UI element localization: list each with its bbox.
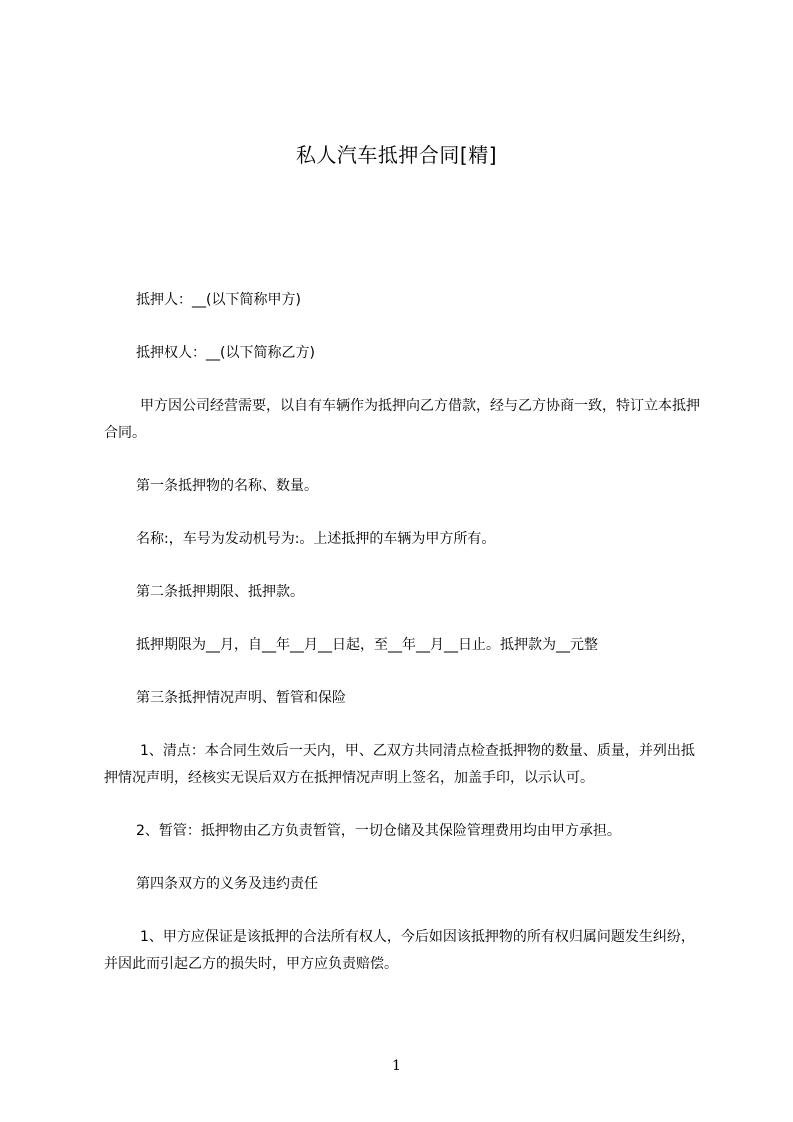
paragraph-term-and-amount: 抵押期限为__月，自__年__月__日起，至__年__月__日止。抵押款为__元整	[136, 637, 598, 653]
article-2-heading: 第二条抵押期限、抵押款。	[136, 584, 304, 600]
paragraph-collateral-name: 名称:，车号为发动机号为:。上述抵押的车辆为甲方所有。	[136, 531, 496, 547]
document-body	[104, 287, 702, 1004]
paragraph-inventory-check: 1、清点：本合同生效后一天内，甲、乙双方共同清点检查抵押物的数量、质量，并列出抵押情况声明，经核实无误后双方在抵押情况声明上签名，加盖手印，以示认可。	[104, 743, 695, 786]
article-4-heading: 第四条双方的义务及违约责任	[136, 876, 318, 892]
page-number: 1	[392, 1058, 401, 1074]
article-1-heading: 第一条抵押物的名称、数量。	[136, 478, 318, 494]
paragraph-preamble: 甲方因公司经营需要，以自有车辆作为抵押向乙方借款，经与乙方协商一致，特订立本抵押合同。	[104, 398, 700, 441]
paragraph-custody: 2、暂管：抵押物由乙方负责暂管，一切仓储及其保险管理费用均由甲方承担。	[136, 823, 621, 839]
paragraph-ownership-warranty: 1、甲方应保证是该抵押的合法所有权人，今后如因该抵押物的所有权归属问题发生纠纷，并因此而引起乙方的损失时，甲方应负责赔偿。	[104, 929, 695, 972]
paragraph-mortgagor: 抵押人：__(以下简称甲方)	[136, 292, 301, 308]
article-3-heading: 第三条抵押情况声明、暂管和保险	[136, 690, 346, 706]
document-title: 私人汽车抵押合同[精]	[295, 143, 498, 167]
paragraph-mortgagee: 抵押权人：__(以下简称乙方)	[136, 345, 315, 361]
